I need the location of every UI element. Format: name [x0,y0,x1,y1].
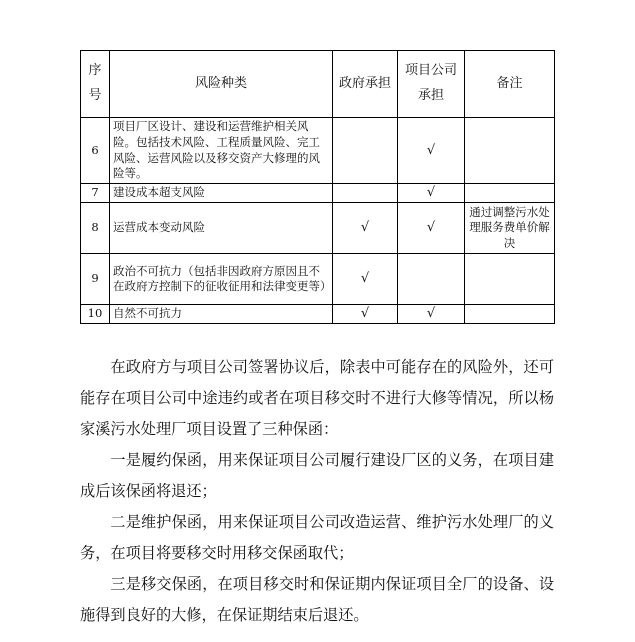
risk-type-cell: 建设成本超支风险 [110,184,333,203]
note-cell [465,184,555,203]
company-cell: √ [398,305,465,324]
table-header-row [81,51,555,118]
table-row [81,118,555,184]
table-row [81,305,555,324]
note-cell [465,118,555,184]
government-cell [333,118,398,184]
paragraph-performance-guarantee: 一是履约保函，用来保证项目公司履行建设厂区的义务，在项目建成后该保函将退还； [80,451,554,500]
note-cell: 通过调整污水处理服务费单价解决 [465,202,555,254]
row-number: 9 [81,254,110,305]
paragraph-transfer-guarantee: 三是移交保函，在项目移交时和保证期内保证项目全厂的设备、设施得到良好的大修，在保证期结束后退还。 [80,575,554,624]
company-cell [398,254,465,305]
risk-allocation-table [80,50,555,324]
header-risk-type: 风险种类 [110,51,333,118]
risk-type-cell: 运营成本变动风险 [110,202,333,254]
risk-type-cell: 项目厂区设计、建设和运营维护相关风险。包括技术风险、工程质量风险、完工风险、运营风险以及移交资产大修理的风险等。 [110,118,333,184]
body-text [80,352,554,631]
row-number: 10 [81,305,110,324]
company-cell: √ [398,118,465,184]
table-row [81,254,555,305]
row-number: 8 [81,202,110,254]
company-cell: √ [398,202,465,254]
note-cell [465,305,555,324]
header-government: 政府承担 [333,51,398,118]
government-cell: √ [333,305,398,324]
government-cell: √ [333,254,398,305]
note-cell [465,254,555,305]
header-seq: 序号 [81,51,110,118]
risk-type-cell: 自然不可抗力 [110,305,333,324]
header-note: 备注 [465,51,555,118]
table-row [81,184,555,203]
paragraph-intro: 在政府方与项目公司签署协议后，除表中可能存在的风险外，还可能存在项目公司中途违约或者在项目移交时不进行大修等情况，所以杨家溪污水处理厂项目设置了三种保函： [80,358,554,438]
government-cell [333,184,398,203]
table-row [81,202,555,254]
row-number: 7 [81,184,110,203]
company-cell: √ [398,184,465,203]
header-project-company: 项目公司承担 [398,51,465,118]
risk-type-cell: 政治不可抗力（包括非因政府方原因且不在政府方控制下的征收征用和法律变更等） [110,254,333,305]
row-number: 6 [81,118,110,184]
government-cell: √ [333,202,398,254]
paragraph-maintenance-guarantee: 二是维护保函，用来保证项目公司改造运营、维护污水处理厂的义务，在项目将要移交时用移交保函取代； [80,513,554,562]
